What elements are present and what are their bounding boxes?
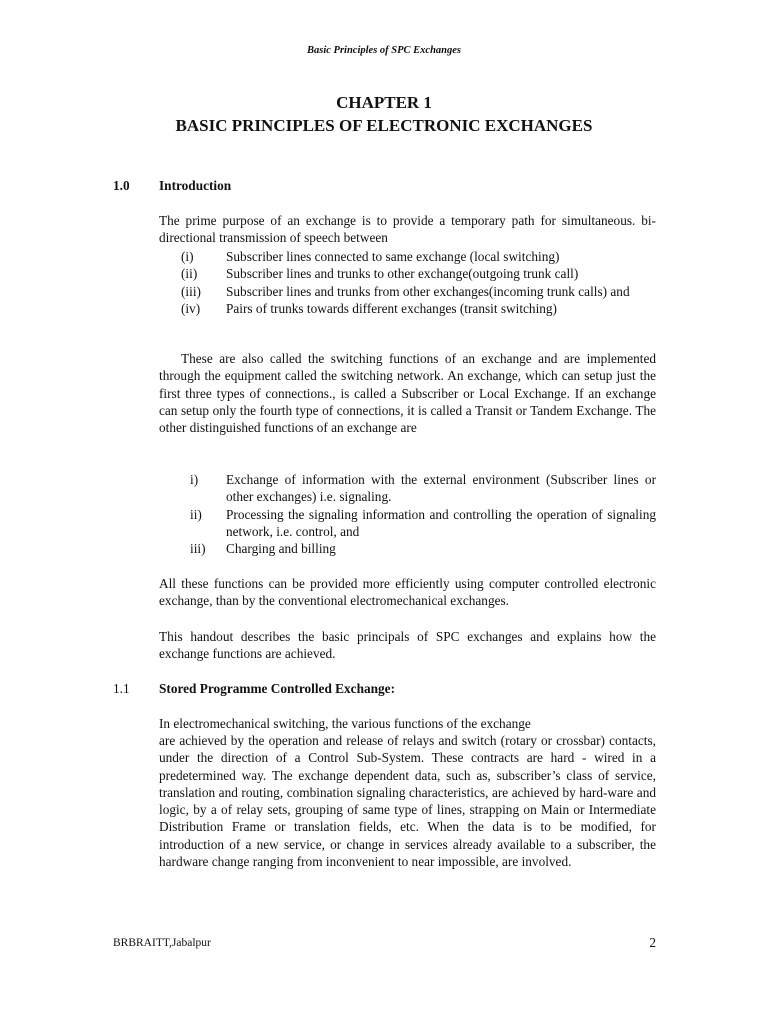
list-item-text: Pairs of trunks towards different exchanges (transit switching) [226, 300, 557, 316]
intro-paragraph-1: The prime purpose of an exchange is to provide a temporary path for simultaneous. bi-directional transmission of speech between [159, 213, 656, 246]
list-item-text: Charging and billing [226, 541, 336, 557]
list-item [181, 248, 656, 265]
running-header: Basic Principles of SPC Exchanges [306, 45, 461, 56]
list-item [190, 540, 656, 557]
list-item-text: Exchange of information with the external environment (Subscriber lines or other exchanges) i.e. signaling. [226, 472, 656, 505]
intro-paragraph-4: This handout describes the basic principals of SPC exchanges and explains how the exchange functions are achieved. [159, 629, 656, 662]
list-marker: iii) [190, 541, 206, 557]
list-item [181, 265, 656, 282]
footer-source: BRBRAITT,Jabalpur [113, 937, 211, 949]
list-item [190, 471, 656, 506]
spc-paragraph-body: are achieved by the operation and release of relays and switch (rotary or crossbar) contacts, under the direction of a Control Sub-System. These contracts are hard - wired in a predetermined way. The exchange dependent data, such as, subscriber’s class of service, translation and routing, combination signaling characteristics, are achieved by hard-ware and logic, by a of relay sets, grouping of same type of lines, strapping on Main or Intermediate Distribution Frame or translation fields, etc. When the data is to be modified, for introduction of a new service, or change in services already available to a subscriber, the hardware change ranging from inconvenient to near impossible, are involved. [159, 733, 656, 870]
list-marker: i) [190, 472, 199, 487]
section-title-spc: Stored Programme Controlled Exchange: [159, 681, 395, 696]
section-title-intro: Introduction [159, 178, 232, 193]
list-item [181, 283, 656, 300]
list-item-text: Processing the signaling information and controlling the operation of signaling network, i.e. control, and [226, 506, 656, 539]
spc-paragraph-line-1: In electromechanical switching, the various functions of the exchange [159, 716, 531, 731]
chapter-label: CHAPTER 1 [336, 93, 432, 112]
page-number: 2 [649, 935, 656, 950]
list-marker: (iii) [181, 283, 201, 299]
list-item-text: Subscriber lines and trunks to other exchange(outgoing trunk call) [226, 266, 579, 282]
exchange-functions-list [190, 471, 656, 557]
list-item-text: Subscriber lines and trunks from other exchanges(incoming trunk calls) and [226, 283, 630, 299]
list-marker: (ii) [181, 266, 198, 282]
intro-paragraph-3: All these functions can be provided more efficiently using computer controlled electronic exchange, than by the conventional electromechanical exchanges. [159, 576, 656, 609]
list-item-text: Subscriber lines connected to same exchange (local switching) [226, 249, 560, 264]
chapter-title: BASIC PRINCIPLES OF ELECTRONIC EXCHANGES [175, 116, 593, 135]
list-item [190, 506, 656, 541]
list-marker: ii) [190, 506, 202, 522]
list-marker: (i) [181, 249, 194, 264]
list-item [181, 300, 656, 317]
section-number-intro: 1.0 [113, 178, 130, 193]
intro-paragraph-2: These are also called the switching functions of an exchange and are implemented through the equipment called the switching network. An exchange, which can setup just the first three types of connections., is called a Subscriber or Local Exchange. If an exchange can setup only the fourth type of connections, it is called a Transit or Tandem Exchange. The other distinguished functions of an exchange are [159, 351, 656, 436]
list-marker: (iv) [181, 300, 201, 316]
section-number-spc: 1.1 [113, 681, 130, 696]
connection-types-list [181, 248, 656, 317]
